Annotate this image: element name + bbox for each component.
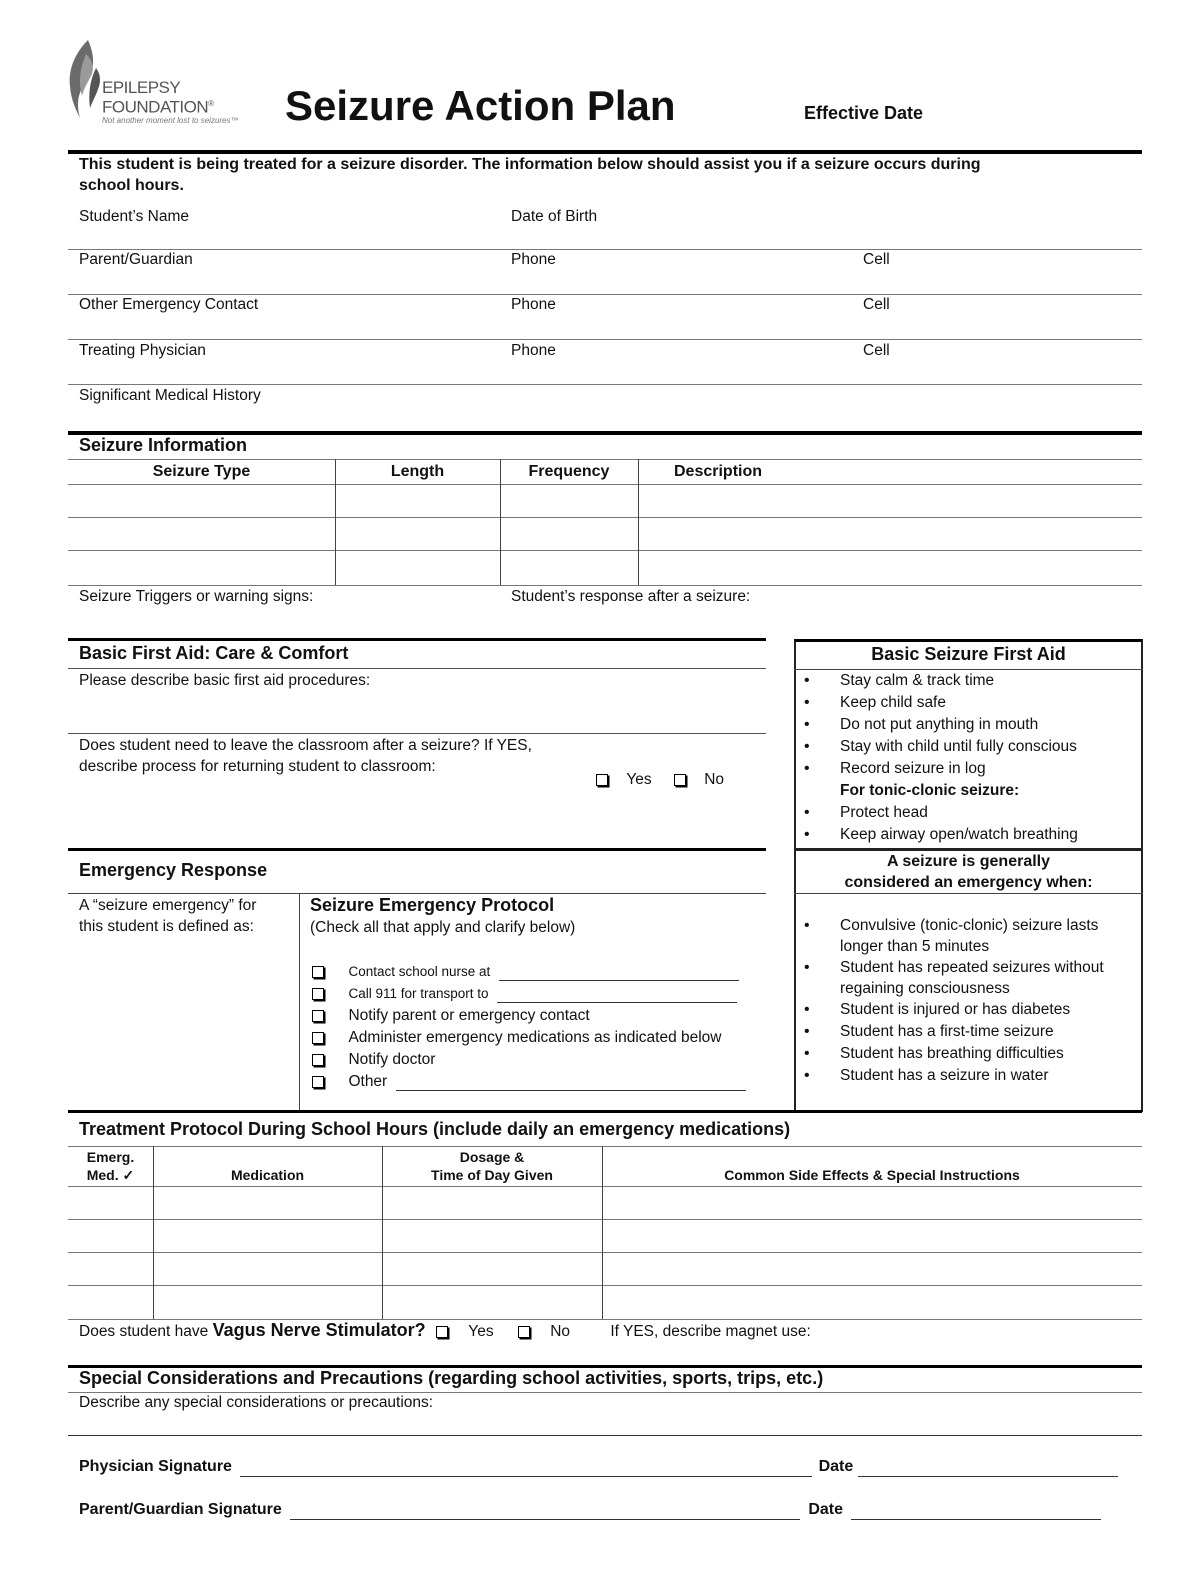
response-field[interactable]: Student’s response after a seizure:	[511, 588, 751, 605]
list-item: • Student has a first-time seizure	[794, 1021, 1143, 1043]
divider	[68, 1146, 1142, 1147]
emergency-cell-field[interactable]: Cell	[863, 296, 890, 313]
emergency-when-list	[794, 915, 1143, 1087]
other-checkbox[interactable]	[312, 1076, 324, 1088]
administer-meds-checkbox[interactable]	[312, 1032, 324, 1044]
list-item: • Record seizure in log	[794, 758, 1143, 780]
parent-date-field[interactable]	[851, 1504, 1101, 1520]
divider	[68, 668, 766, 669]
list-item: • Student has a seizure in water	[794, 1065, 1143, 1087]
vns-yes-checkbox[interactable]	[436, 1326, 448, 1338]
logo: EPILEPSY FOUNDATION® Not another moment lost to seizures™	[66, 38, 266, 128]
parent-signature-label: Parent/Guardian Signature	[79, 1501, 282, 1518]
divider	[68, 893, 766, 894]
first-aid-list	[794, 670, 1143, 846]
medical-history-field[interactable]: Significant Medical History	[79, 387, 261, 404]
logo-line2: FOUNDATION	[102, 97, 209, 117]
magnet-use-field[interactable]: If YES, describe magnet use:	[610, 1323, 811, 1340]
vns-no-label: No	[550, 1323, 571, 1340]
col-length: Length	[390, 463, 445, 480]
intro-text: This student is being treated for a seizure disorder. The information below should assist you if a seizure occurs during school hours.	[79, 156, 981, 194]
first-aid-procedures-field[interactable]: Please describe basic first aid procedures:	[79, 672, 371, 689]
divider	[68, 733, 766, 734]
protocol-item-label: Other	[348, 1073, 388, 1090]
medication-table-row[interactable]	[68, 1253, 1142, 1285]
nurse-blank[interactable]	[499, 965, 739, 981]
protocol-item-label: Call 911 for transport to	[348, 986, 489, 1001]
care-comfort-title: Basic First Aid: Care & Comfort	[79, 643, 349, 663]
physician-signature-field[interactable]	[240, 1461, 812, 1477]
protocol-item-label: Notify parent or emergency contact	[348, 1007, 590, 1024]
vns-no-checkbox[interactable]	[518, 1326, 530, 1338]
divider	[68, 1435, 1142, 1436]
other-blank[interactable]	[396, 1075, 746, 1091]
list-item: • Student is injured or has diabetes	[794, 999, 1143, 1021]
leave-no-label: No	[704, 771, 725, 788]
effective-date-label: Effective Date	[804, 103, 924, 123]
col-emerg-med: Emerg. Med. ✓	[86, 1149, 135, 1183]
page-title: Seizure Action Plan	[285, 82, 676, 129]
divider	[68, 638, 766, 641]
call-911-checkbox[interactable]	[312, 988, 324, 1000]
protocol-subtitle: (Check all that apply and clarify below)	[310, 919, 576, 936]
special-title: Special Considerations and Precautions (regarding school activities, sports, trips, etc.)	[79, 1368, 824, 1388]
list-item: • Keep airway open/watch breathing	[794, 824, 1143, 846]
divider	[68, 1110, 1142, 1113]
list-item: • Keep child safe	[794, 692, 1143, 714]
divider	[68, 459, 1142, 460]
notify-doctor-checkbox[interactable]	[312, 1054, 324, 1066]
list-item: • Stay with child until fully conscious	[794, 736, 1143, 758]
treatment-title: Treatment Protocol During School Hours (include daily an emergency medications)	[79, 1119, 791, 1139]
col-seizure-type: Seizure Type	[152, 463, 251, 480]
triggers-field[interactable]: Seizure Triggers or warning signs:	[79, 588, 314, 605]
vns-question: Does student have Vagus Nerve Stimulator? Yes No If YES, describe magnet use:	[79, 1320, 811, 1340]
physician-cell-field[interactable]: Cell	[863, 342, 890, 359]
emergency-phone-field[interactable]: Phone	[511, 296, 556, 313]
seizure-table-row[interactable]	[68, 485, 1142, 517]
emergency-when-title: A seizure is generally considered an emergency when:	[844, 853, 1093, 891]
parent-date-label: Date	[808, 1501, 844, 1518]
notify-parent-checkbox[interactable]	[312, 1010, 324, 1022]
parent-phone-field[interactable]: Phone	[511, 251, 556, 268]
logo-line1: EPILEPSY	[102, 78, 181, 97]
leave-classroom-question: Does student need to leave the classroom after a seizure? If YES, describe process for returning student to classroom:	[79, 737, 532, 775]
seizure-info-title: Seizure Information	[79, 435, 248, 455]
vns-yes-label: Yes	[468, 1323, 494, 1340]
divider	[794, 893, 1143, 894]
flame-logo-icon	[66, 38, 106, 124]
seizure-table-row[interactable]	[68, 551, 1142, 585]
physician-date-field[interactable]	[858, 1461, 1118, 1477]
list-item: • Student has breathing difficulties	[794, 1043, 1143, 1065]
list-item: • Stay calm & track time	[794, 670, 1143, 692]
emergency-contact-field[interactable]: Other Emergency Contact	[79, 296, 259, 313]
student-name-field[interactable]: Student’s Name	[79, 208, 189, 225]
leave-yes-label: Yes	[626, 771, 652, 788]
physician-signature-label: Physician Signature	[79, 1458, 232, 1475]
physician-date-label: Date	[818, 1458, 854, 1475]
col-frequency: Frequency	[528, 463, 610, 480]
dob-field[interactable]: Date of Birth	[511, 208, 598, 225]
medication-table-row[interactable]	[68, 1220, 1142, 1252]
leave-yes-checkbox[interactable]	[596, 774, 608, 786]
col-medication: Medication	[230, 1167, 305, 1183]
logo-tagline: Not another moment lost to seizures™	[102, 116, 239, 125]
col-divider	[299, 893, 300, 1112]
parent-signature-field[interactable]	[290, 1504, 800, 1520]
list-item: • Student has repeated seizures without regaining consciousness	[794, 957, 1143, 999]
physician-phone-field[interactable]: Phone	[511, 342, 556, 359]
divider	[68, 339, 1142, 340]
col-description: Description	[674, 463, 763, 480]
col-side-effects: Common Side Effects & Special Instructions	[724, 1167, 1020, 1183]
list-item: • Do not put anything in mouth	[794, 714, 1143, 736]
protocol-item-label: Contact school nurse at	[348, 964, 491, 979]
medication-table-row[interactable]	[68, 1286, 1142, 1319]
nurse-checkbox[interactable]	[312, 966, 324, 978]
seizure-table-row[interactable]	[68, 518, 1142, 550]
leave-no-checkbox[interactable]	[674, 774, 686, 786]
tonic-clonic-heading: For tonic-clonic seizure:	[840, 782, 1020, 799]
parent-cell-field[interactable]: Cell	[863, 251, 890, 268]
list-item: • Convulsive (tonic-clonic) seizure lasts longer than 5 minutes	[794, 915, 1143, 957]
emergency-response-title: Emergency Response	[79, 860, 268, 880]
basic-seizure-first-aid-title: Basic Seizure First Aid	[871, 644, 1066, 664]
seizure-emergency-definition[interactable]: A “seizure emergency” for this student is defined as:	[79, 897, 257, 935]
transport-blank[interactable]	[497, 987, 737, 1003]
physician-field[interactable]: Treating Physician	[79, 342, 206, 359]
protocol-item-label: Administer emergency medications as indicated below	[348, 1029, 722, 1046]
special-considerations-field[interactable]: Describe any special considerations or precautions:	[79, 1394, 434, 1411]
divider	[68, 848, 766, 851]
medication-table-row[interactable]	[68, 1187, 1142, 1219]
divider	[68, 249, 1142, 250]
protocol-item-label: Notify doctor	[348, 1051, 436, 1068]
list-item: • Protect head	[794, 802, 1143, 824]
parent-guardian-field[interactable]: Parent/Guardian	[79, 251, 193, 268]
col-dosage: Dosage & Time of Day Given	[431, 1149, 553, 1183]
protocol-title: Seizure Emergency Protocol	[310, 895, 555, 915]
